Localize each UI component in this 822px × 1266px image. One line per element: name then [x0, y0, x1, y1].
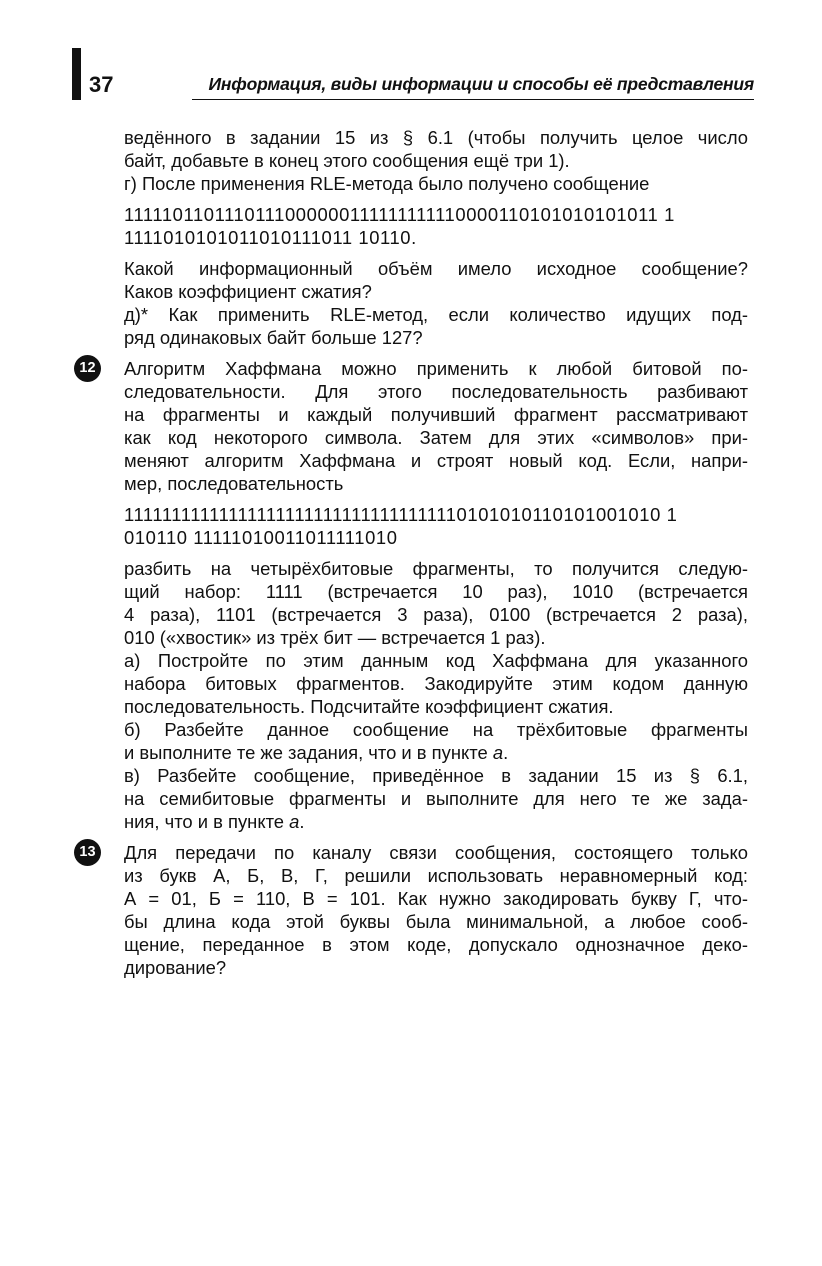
- running-title: Информация, виды информации и способы её представления: [208, 74, 754, 94]
- bit-sequence-line: 1111101101110111000000111111111110000110101010101011 1: [124, 204, 675, 225]
- text-line: мер, последовательность: [124, 473, 344, 494]
- reference-letter: а: [492, 742, 504, 763]
- text-line: Алгоритм Хаффмана можно применить к любой битовой по-: [124, 358, 748, 379]
- text-line: на семибитовые фрагменты и выполните для него те же зада-: [124, 788, 748, 809]
- text-line: 010 («хвостик» из трёх бит — встречается 1 раз).: [124, 627, 546, 648]
- header-rule: [192, 99, 754, 100]
- text-line: А = 01, Б = 110, В = 101. Как нужно закодировать букву Г, что-: [124, 888, 748, 909]
- task-13: [79, 841, 748, 979]
- text-line: Каков коэффициент сжатия?: [124, 281, 372, 302]
- text-line: щий набор: 1111 (встречается 10 раз), 1010 (встречается: [124, 581, 748, 602]
- page-number: 37: [89, 72, 114, 97]
- bit-sequence-line: 111111111111111111111111111111111110101010110101001010 1: [124, 504, 678, 525]
- page-body: [79, 126, 748, 979]
- text-line: бы длина кода этой буквы была минимальной, а любое сооб-: [124, 911, 748, 932]
- text-line: последовательность. Подсчитайте коэффициент сжатия.: [124, 696, 614, 717]
- text-line: ния, что и в пункте а.: [124, 811, 305, 832]
- text-line: д)* Как применить RLE-метод, если количество идущих под-: [124, 304, 748, 325]
- text-fragment: ния, что и в пункте: [124, 811, 285, 832]
- text-line: на фрагменты и каждый получивший фрагмент рассматривают: [124, 404, 748, 425]
- text-line: б) Разбейте данное сообщение на трёхбитовые фрагменты: [124, 719, 748, 740]
- text-line: из букв А, Б, В, Г, решили использовать неравномерный код:: [124, 865, 748, 886]
- text-fragment: и выполните те же задания, что и в пункте: [124, 742, 488, 763]
- task-number-badge: 13: [74, 839, 101, 866]
- text-line: Для передачи по каналу связи сообщения, состоящего только: [124, 842, 748, 863]
- task-number-badge: 12: [74, 355, 101, 382]
- bit-sequence-line: 010110 11111010011011111010: [124, 527, 398, 548]
- text-line: следовательности. Для этого последовательность разбивают: [124, 381, 748, 402]
- text-line: ведённого в задании 15 из § 6.1 (чтобы получить целое число: [124, 127, 748, 148]
- text-line: 4 раза), 1101 (встречается 3 раза), 0100 (встречается 2 раза),: [124, 604, 748, 625]
- text-line: Какой информационный объём имело исходное сообщение?: [124, 258, 748, 279]
- text-line: набора битовых фрагментов. Закодируйте этим кодом данную: [124, 673, 748, 694]
- text-line: байт, добавьте в конец этого сообщения ещё три 1).: [124, 150, 570, 171]
- reference-letter: а: [289, 811, 300, 832]
- bit-sequence-line: 1111010101011010111011 10110.: [124, 227, 417, 248]
- task-12: [79, 357, 748, 833]
- text-line: в) Разбейте сообщение, приведённое в задании 15 из § 6.1,: [124, 765, 748, 786]
- text-line: дирование?: [124, 957, 227, 978]
- text-line: и выполните те же задания, что и в пункте а.: [124, 742, 509, 763]
- text-line: меняют алгоритм Хаффмана и строят новый код. Если, напри-: [124, 450, 748, 471]
- text-line: г) После применения RLE-метода было получено сообщение: [124, 173, 650, 194]
- text-line: щение, переданное в этом коде, допускало однозначное деко-: [124, 934, 748, 955]
- text-line: разбить на четырёхбитовые фрагменты, то получится следую-: [124, 558, 748, 579]
- page-header: [72, 48, 754, 100]
- text-line: как код некоторого символа. Затем для этих «символов» при-: [124, 427, 748, 448]
- text-line: а) Постройте по этим данным код Хаффмана для указанного: [124, 650, 748, 671]
- text-line: ряд одинаковых байт больше 127?: [124, 327, 423, 348]
- header-bar-mark: [72, 48, 81, 100]
